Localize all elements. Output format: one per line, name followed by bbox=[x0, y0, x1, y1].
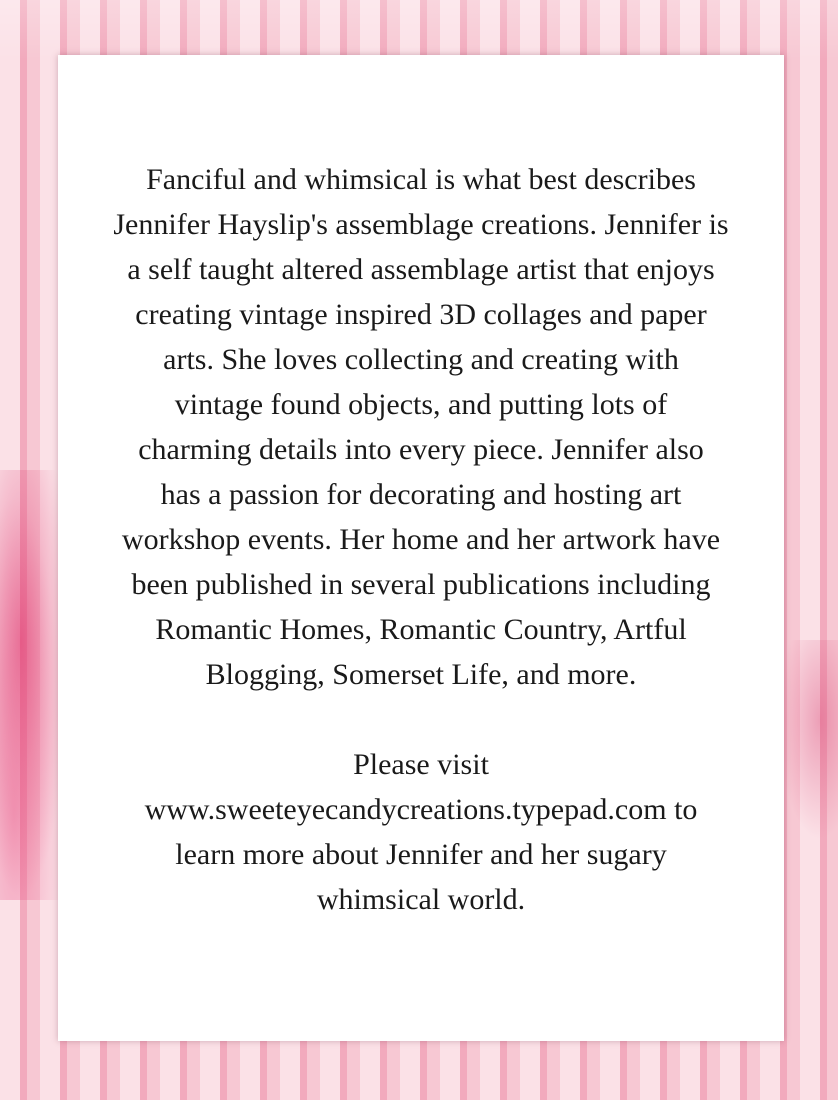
card-text bbox=[78, 157, 764, 922]
visit-paragraph: Please visit www.sweeteyecandycreations.typepad.com to learn more about Jennifer and her sugary whimsical world. bbox=[144, 748, 698, 916]
text-card bbox=[58, 55, 784, 1041]
bio-paragraph: Fanciful and whimsical is what best describes Jennifer Hayslip's assemblage creations. Jennifer is a self taught altered assemblage artist that enjoys creating vintage inspired 3D collages and paper arts. She loves collecting and creating with vintage found objects, and putting lots of charming details into every piece. Jennifer also has a passion for decorating and hosting art workshop events. Her home and her artwork have been published in several publications including Romantic Homes, Romantic Country, Artful Blogging, Somerset Life, and more. bbox=[113, 163, 729, 691]
background-texture-top bbox=[0, 0, 838, 60]
background-script-ornament-right bbox=[778, 640, 838, 840]
